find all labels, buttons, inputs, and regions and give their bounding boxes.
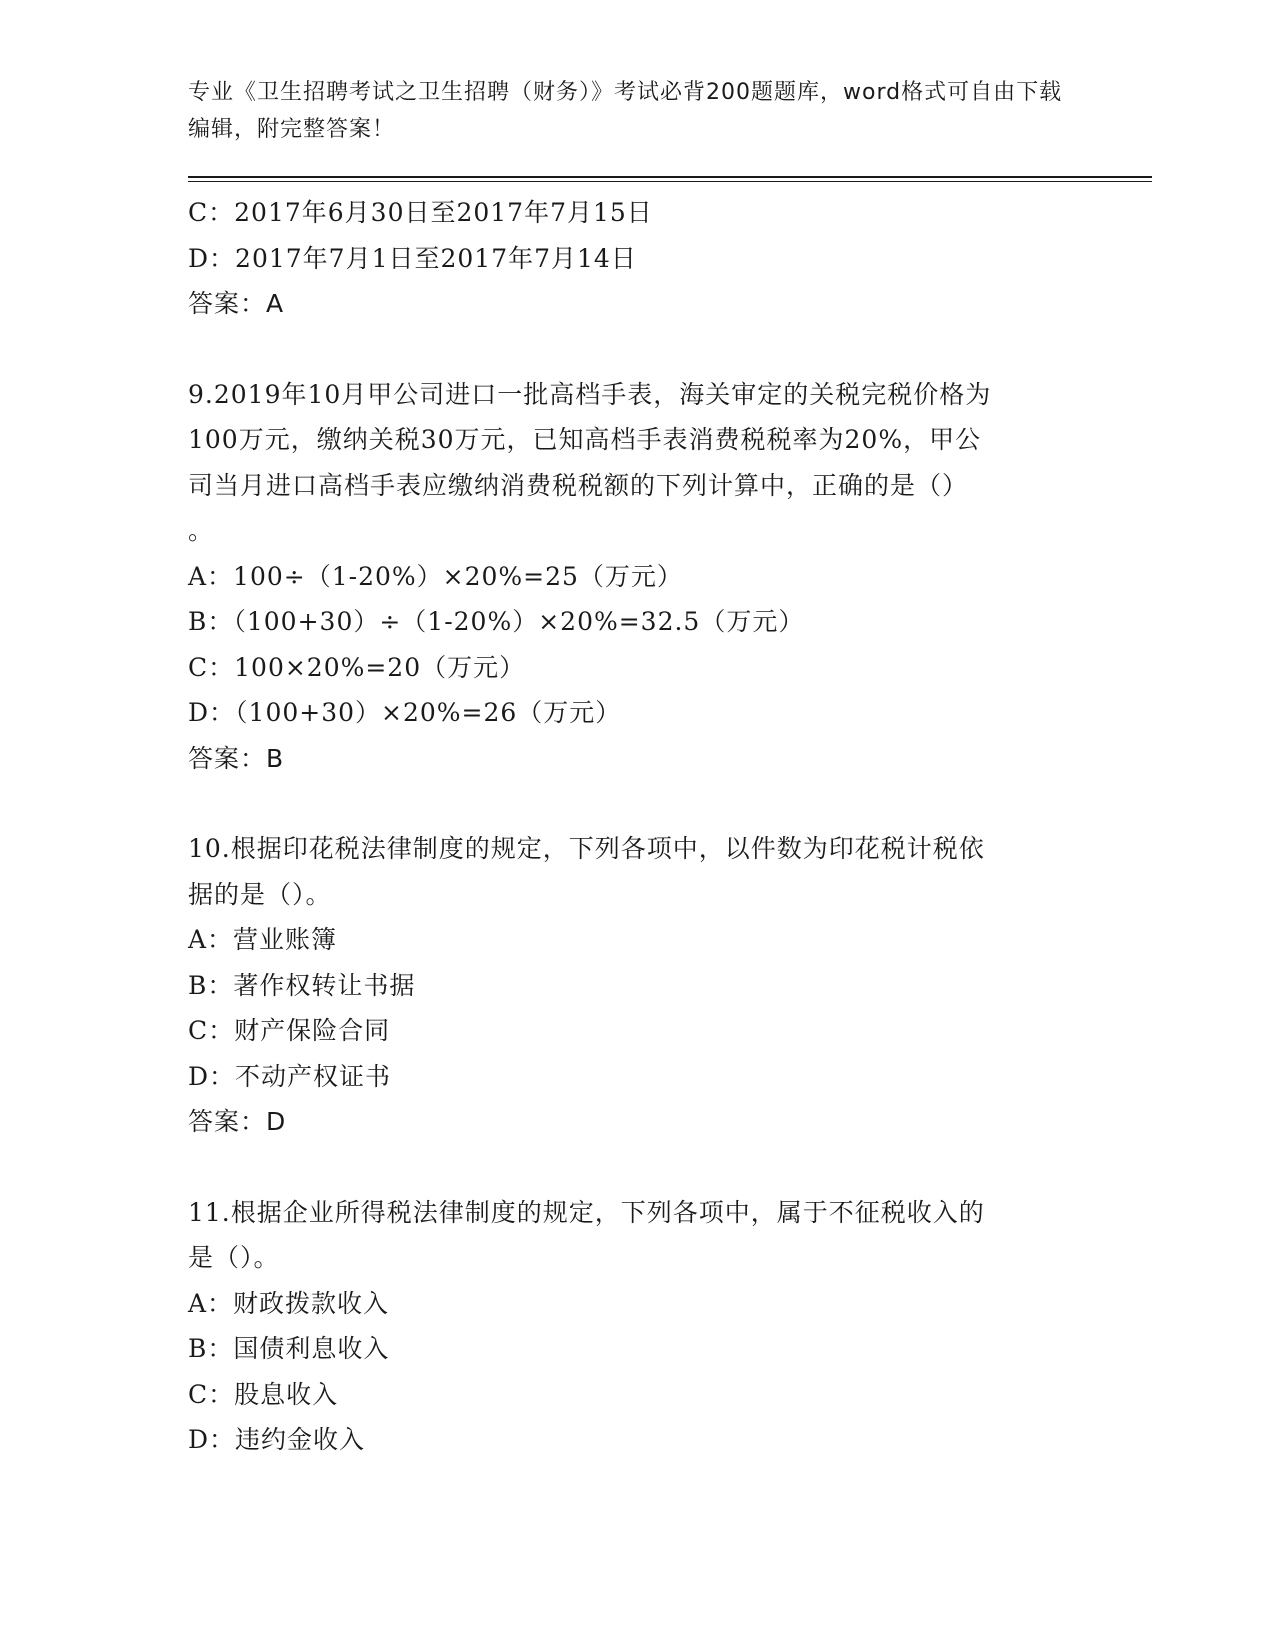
question-stem-line: 是（）。 <box>188 1243 280 1272</box>
question-11 <box>188 1190 1088 1463</box>
option-b: B：著作权转让书据 <box>188 970 416 1000</box>
question-stem-line: 10.根据印花税法律制度的规定，下列各项中，以件数为印花税计税依 <box>188 834 985 863</box>
question-carry-over <box>188 190 1088 327</box>
option-c: C：100×20%=20（万元） <box>188 652 526 682</box>
answer-line: 答案：D <box>188 1107 287 1136</box>
spacer <box>188 1145 1088 1190</box>
option-a: A：100÷（1-20%）×20%=25（万元） <box>188 561 683 591</box>
option-c: C：2017年6月30日至2017年7月15日 <box>188 198 653 227</box>
question-9 <box>188 372 1088 782</box>
option-c: C：股息收入 <box>188 1379 339 1409</box>
question-stem-line: 9.2019年10月甲公司进口一批高档手表，海关审定的关税完税价格为 <box>188 379 992 409</box>
document-body <box>188 190 1088 1463</box>
spacer <box>188 781 1088 826</box>
answer-line: 答案：B <box>188 743 285 773</box>
option-b: B：（100+30）÷（1-20%）×20%=32.5（万元） <box>188 607 805 636</box>
answer-line: 答案：A <box>188 289 285 318</box>
spacer <box>188 327 1088 372</box>
option-a: A：财政拨款收入 <box>188 1288 390 1318</box>
option-b: B：国债利息收入 <box>188 1334 390 1363</box>
option-a: A：营业账簿 <box>188 925 338 954</box>
option-d: D：不动产权证书 <box>188 1061 392 1091</box>
question-stem-line: 司当月进口高档手表应缴纳消费税税额的下列计算中，正确的是（） <box>188 470 969 500</box>
option-c: C：财产保险合同 <box>188 1016 391 1045</box>
document-header: 专业《卫生招聘考试之卫生招聘（财务）》考试必背200题题库，word格式可自由下载编辑，附完整答案！ <box>188 80 1063 142</box>
option-d: D：（100+30）×20%=26（万元） <box>188 698 622 727</box>
header-divider <box>188 176 1152 182</box>
option-d: D：违约金收入 <box>188 1425 366 1454</box>
option-d: D：2017年7月1日至2017年7月14日 <box>188 243 637 273</box>
question-stem-line: 100万元，缴纳关税30万元，已知高档手表消费税税率为20%，甲公 <box>188 425 982 454</box>
question-stem-line: 11.根据企业所得税法律制度的规定，下列各项中，属于不征税收入的 <box>188 1197 985 1227</box>
question-stem-line: 。 <box>188 516 215 545</box>
question-stem-line: 据的是（）。 <box>188 879 332 909</box>
question-10 <box>188 826 1088 1145</box>
